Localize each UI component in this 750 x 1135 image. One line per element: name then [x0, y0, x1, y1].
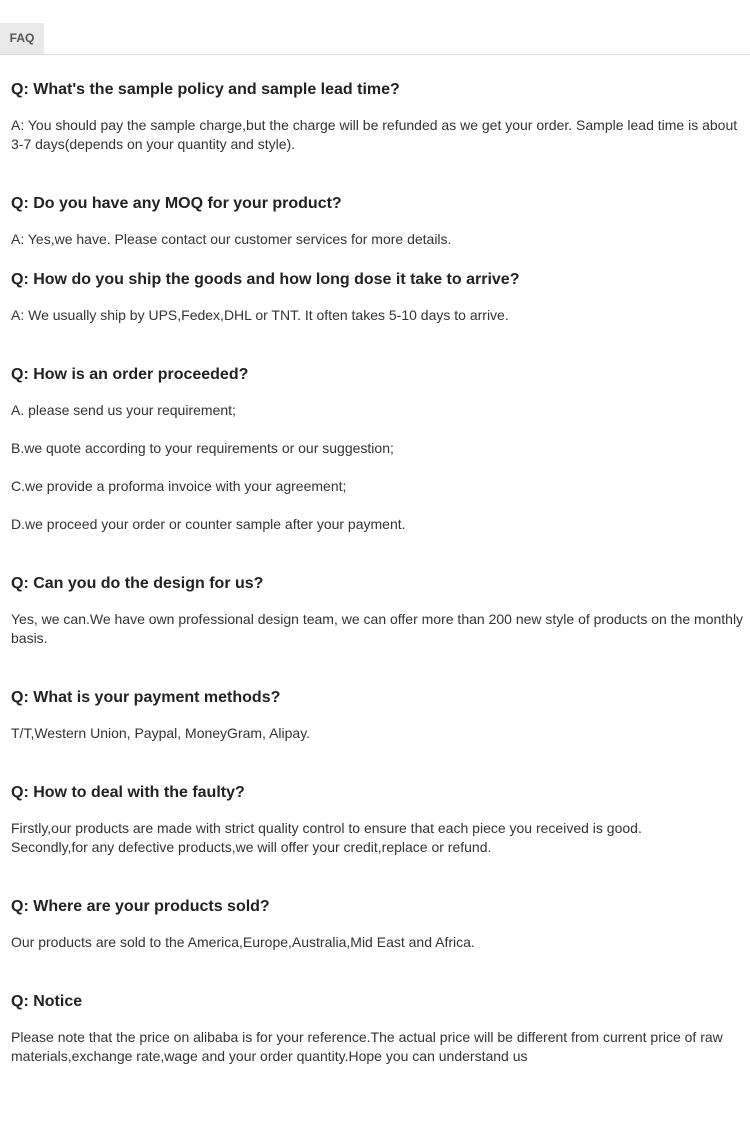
- answer-line: 3-7 days(depends on your quantity and style).: [11, 136, 296, 152]
- answer-line: A: Yes,we have. Please contact our customer services for more details.: [11, 231, 452, 247]
- faq-question-sample-policy: Q: What's the sample policy and sample lead time?: [11, 81, 400, 98]
- faq-question-order-process: Q: How is an order proceeded?: [11, 366, 249, 383]
- faq-question-notice: Q: Notice: [11, 993, 83, 1010]
- answer-line: A. please send us your requirement;: [11, 402, 236, 418]
- faq-answer-moq: [11, 230, 743, 249]
- faq-answer-markets: [11, 933, 743, 952]
- answer-line: Please note that the price on alibaba is for your reference.The actual price will be different from current price of raw: [11, 1029, 723, 1045]
- faq-answer-design: [11, 610, 743, 648]
- answer-line: D.we proceed your order or counter sample after your payment.: [11, 516, 406, 532]
- faq-answer-shipping: [11, 306, 743, 325]
- answer-line: materials,exchange rate,wage and your order quantity.Hope you can understand us: [11, 1048, 528, 1064]
- faq-question-design: Q: Can you do the design for us?: [11, 575, 264, 592]
- tab-bar: [0, 0, 750, 55]
- answer-line: A: We usually ship by UPS,Fedex,DHL or TNT. It often takes 5-10 days to arrive.: [11, 307, 509, 323]
- faq-question-markets: Q: Where are your products sold?: [11, 898, 270, 915]
- faq-answer-faulty: [11, 819, 743, 857]
- faq-answer-payment: [11, 724, 743, 743]
- faq-answer-notice: [11, 1028, 743, 1066]
- faq-answer-sample-policy: [11, 116, 743, 154]
- answer-line: Secondly,for any defective products,we will offer your credit,replace or refund.: [11, 839, 492, 855]
- answer-line: T/T,Western Union, Paypal, MoneyGram, Alipay.: [11, 725, 311, 741]
- answer-line: Yes, we can.We have own professional design team, we can offer more than 200 new style of products on the monthly: [11, 611, 744, 627]
- faq-question-faulty: Q: How to deal with the faulty?: [11, 784, 245, 801]
- answer-line: A: You should pay the sample charge,but the charge will be refunded as we get your order. Sample lead time is about: [11, 117, 738, 133]
- faq-question-payment: Q: What is your payment methods?: [11, 689, 281, 706]
- answer-line: basis.: [11, 630, 48, 646]
- faq-answer-order-process: [11, 401, 743, 534]
- faq-question-moq: Q: Do you have any MOQ for your product?: [11, 195, 342, 212]
- answer-line: Our products are sold to the America,Europe,Australia,Mid East and Africa.: [11, 934, 475, 950]
- answer-line: C.we provide a proforma invoice with your agreement;: [11, 478, 347, 494]
- answer-line: B.we quote according to your requirements or our suggestion;: [11, 440, 394, 456]
- faq-question-shipping: Q: How do you ship the goods and how long dose it take to arrive?: [11, 271, 520, 288]
- answer-line: Firstly,our products are made with strict quality control to ensure that each piece you received is good.: [11, 820, 642, 836]
- tab-faq[interactable]: FAQ: [0, 23, 44, 54]
